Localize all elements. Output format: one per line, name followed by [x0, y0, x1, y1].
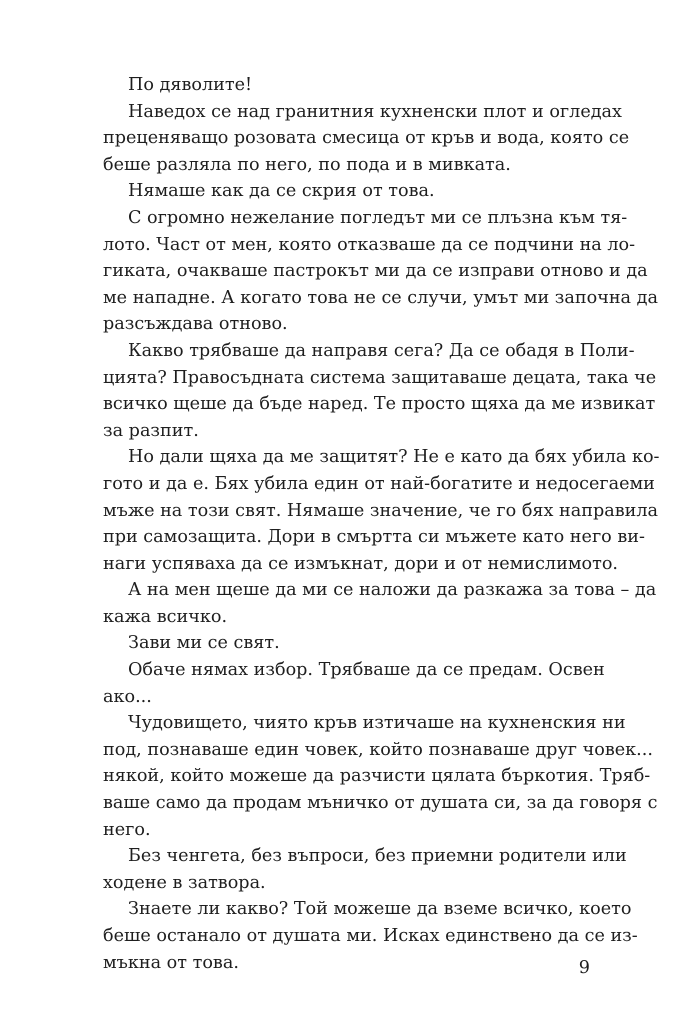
text-line: някой, който можеше да разчисти цялата бъркотия. Тряб-	[103, 766, 651, 787]
text-line: А на мен щеше да ми се наложи да разкажа за това – да	[128, 580, 657, 601]
text-line: кажа всичко.	[103, 606, 228, 627]
text-line: По дяволите!	[128, 75, 253, 95]
text-line: него.	[103, 819, 151, 840]
paragraph	[103, 843, 627, 896]
text-line: Знаете ли какво? Той можеше да вземе всичко, което	[128, 899, 632, 920]
text-line: ме нападне. А когато това не се случи, умът ми започна да	[103, 287, 658, 308]
text-line: мъкна от това.	[103, 952, 239, 973]
text-line: Какво трябваше да направя сега? Да се обадя в Поли-	[128, 340, 635, 361]
text-line: беше останало от душата ми. Исках единствено да се из-	[103, 926, 638, 946]
text-line: Но дали щяха да ме защитят? Не е като да бях убила ко-	[128, 447, 660, 468]
text-line: Зави ми се свят.	[128, 633, 280, 654]
paragraph	[103, 630, 593, 657]
paragraph	[103, 338, 657, 444]
text-line: цията? Правосъдната система защитаваше децата, така че	[103, 367, 657, 388]
paragraph	[103, 178, 593, 205]
text-line: Обаче нямах избор. Трябваше да се предам. Освен	[128, 660, 605, 681]
text-line: Чудовището, чиято кръв изтичаше на кухненския ни	[128, 713, 626, 734]
text-line: всичко щеше да бъде наред. Те просто щяха да ме извикат	[103, 394, 656, 415]
text-line: Наведох се над гранитния кухненски плот и огледах	[128, 101, 622, 122]
paragraph	[103, 577, 657, 630]
paragraph	[103, 72, 593, 99]
text-line: под, познаваше един човек, който познаваше друг човек...	[103, 739, 653, 760]
text-line: Нямаше как да се скрия от това.	[128, 181, 435, 202]
text-line: С огромно нежелание погледът ми се плъзна към тя-	[128, 207, 628, 228]
paragraph	[103, 896, 638, 976]
paragraph	[103, 657, 605, 710]
text-line: ако...	[103, 686, 152, 707]
paragraph	[103, 710, 658, 843]
body-text	[103, 72, 660, 976]
page-number: 9	[578, 958, 590, 978]
paragraph	[103, 205, 658, 338]
text-line: гиката, очакваше пастрокът ми да се изправи отново и да	[103, 261, 648, 282]
text-line: гото и да е. Бях убила един от най-богатите и недосегаеми	[103, 473, 655, 494]
paragraph	[103, 444, 660, 577]
text-line: беше разляла по него, по пода и в мивката.	[103, 154, 511, 175]
text-line: лото. Част от мен, която отказваше да се подчини на ло-	[103, 234, 636, 255]
text-line: за разпит.	[103, 420, 199, 441]
text-line: разсъждава отново.	[103, 314, 288, 335]
text-line: Без ченгета, без въпроси, без приемни родители или	[128, 846, 627, 867]
text-line: наги успяваха да се измъкнат, дори и от немислимото.	[103, 553, 619, 574]
text-line: мъже на този свят. Нямаше значение, че го бях направила	[103, 500, 659, 521]
text-line: при самозащита. Дори в смъртта си мъжете като него ви-	[103, 527, 645, 548]
paragraph	[103, 99, 630, 179]
text-line: преценяващо розовата смесица от кръв и вода, която се	[103, 128, 630, 149]
text-line: ваше само да продам мъничко от душата си, за да говоря с	[103, 793, 658, 814]
text-line: ходене в затвора.	[103, 872, 266, 893]
